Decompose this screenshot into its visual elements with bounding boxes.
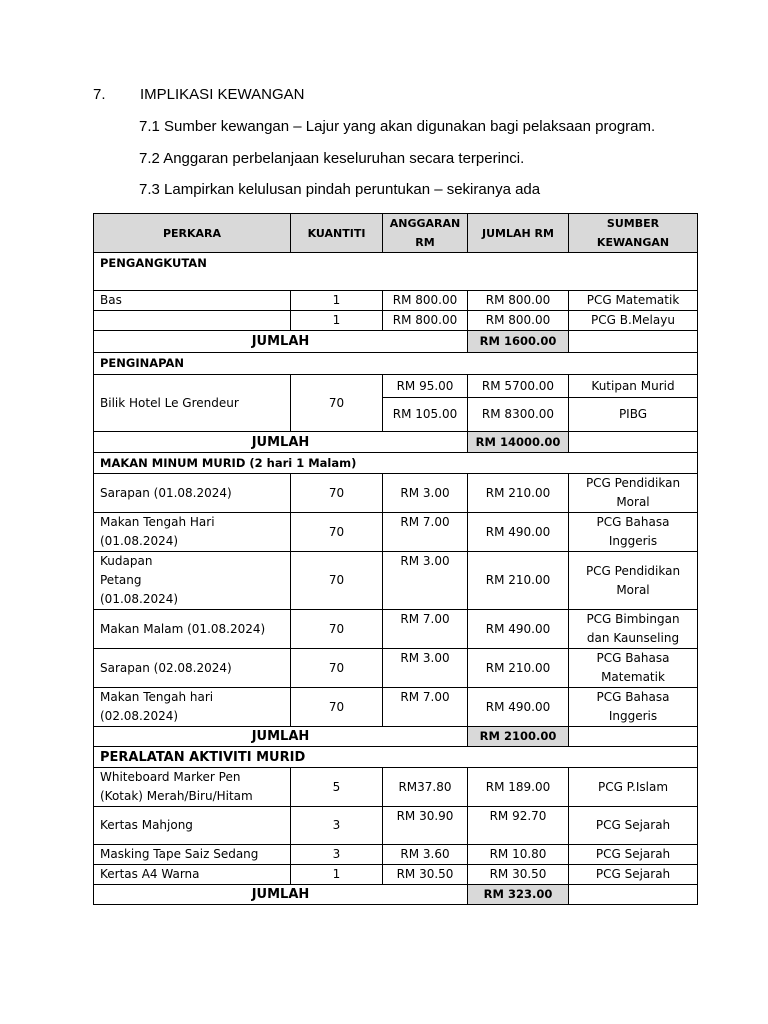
section-title: IMPLIKASI KEWANGAN xyxy=(140,86,305,103)
cell-anggaran: RM 105.00 xyxy=(383,398,468,432)
cell-anggaran: RM 3.00 xyxy=(383,649,468,688)
cell-perkara-text: Kudapan Petang (01.08.2024) xyxy=(100,554,179,606)
cell-empty xyxy=(569,331,698,353)
cell-jumlah: RM 30.50 xyxy=(468,865,569,885)
table-header-row xyxy=(94,214,698,253)
cell-jumlah: RM 8300.00 xyxy=(468,398,569,432)
cell-anggaran: RM 800.00 xyxy=(383,291,468,311)
cell-kuantiti: 70 xyxy=(291,649,383,688)
cell-sumber: PCG Matematik xyxy=(569,291,698,311)
cell-kuantiti: 1 xyxy=(291,311,383,331)
cell-jumlah: RM 490.00 xyxy=(468,513,569,552)
cell-perkara xyxy=(94,311,291,331)
table-row xyxy=(94,845,698,865)
section-heading xyxy=(93,86,304,103)
subpoint-7-2: 7.2 Anggaran perbelanjaan keseluruhan secara terperinci. xyxy=(139,150,525,167)
header-anggaran: ANGGARAN RM xyxy=(383,214,468,253)
cell-kuantiti: 70 xyxy=(291,552,383,610)
cell-jumlah: RM 210.00 xyxy=(468,649,569,688)
cell-perkara: Kertas Mahjong xyxy=(94,807,291,845)
section-row xyxy=(94,253,698,291)
cell-anggaran: RM37.80 xyxy=(383,768,468,807)
cell-perkara: Whiteboard Marker Pen (Kotak) Merah/Biru/Hitam xyxy=(94,768,291,807)
cell-jumlah: RM 800.00 xyxy=(468,291,569,311)
cell-sumber: PCG Sejarah xyxy=(569,845,698,865)
total-row xyxy=(94,331,698,353)
cell-anggaran: RM 800.00 xyxy=(383,311,468,331)
cell-sumber: PCG Pendidikan Moral xyxy=(569,552,698,610)
cell-sumber: PCG Bimbingan dan Kaunseling xyxy=(569,610,698,649)
cell-sumber: PCG Sejarah xyxy=(569,865,698,885)
subpoint-7-1: 7.1 Sumber kewangan – Lajur yang akan digunakan bagi pelaksaan program. xyxy=(139,118,656,135)
cell-anggaran: RM 3.60 xyxy=(383,845,468,865)
jumlah-label: JUMLAH xyxy=(94,331,468,353)
cell-perkara: Makan Malam (01.08.2024) xyxy=(94,610,291,649)
section-row xyxy=(94,453,698,474)
cell-anggaran: RM 7.00 xyxy=(383,688,468,727)
table-row xyxy=(94,688,698,727)
section-number: 7. xyxy=(93,86,106,103)
header-jumlah: JUMLAH RM xyxy=(468,214,569,253)
cell-perkara: Makan Tengah hari (02.08.2024) xyxy=(94,688,291,727)
cell-sumber: PCG Bahasa Inggeris xyxy=(569,688,698,727)
total-row xyxy=(94,885,698,905)
cell-sumber: PCG Sejarah xyxy=(569,807,698,845)
cell-empty xyxy=(569,432,698,453)
budget-table xyxy=(93,213,698,905)
cell-kuantiti: 3 xyxy=(291,807,383,845)
cell-perkara: Kertas A4 Warna xyxy=(94,865,291,885)
cell-anggaran: RM 7.00 xyxy=(383,610,468,649)
section-peralatan: PERALATAN AKTIVITI MURID xyxy=(94,747,698,768)
cell-sumber: PCG P.Islam xyxy=(569,768,698,807)
cell-anggaran: RM 30.50 xyxy=(383,865,468,885)
jumlah-label: JUMLAH xyxy=(94,885,468,905)
cell-jumlah: RM 189.00 xyxy=(468,768,569,807)
total-pengangkutan: RM 1600.00 xyxy=(468,331,569,353)
cell-sumber: Kutipan Murid xyxy=(569,375,698,398)
cell-perkara: Sarapan (02.08.2024) xyxy=(94,649,291,688)
table-row xyxy=(94,649,698,688)
cell-jumlah: RM 210.00 xyxy=(468,474,569,513)
subpoint-7-3: 7.3 Lampirkan kelulusan pindah peruntukan – sekiranya ada xyxy=(139,181,541,198)
section-makan-minum: MAKAN MINUM MURID (2 hari 1 Malam) xyxy=(94,453,698,474)
header-perkara: PERKARA xyxy=(94,214,291,253)
cell-jumlah: RM 800.00 xyxy=(468,311,569,331)
total-row xyxy=(94,727,698,747)
total-peralatan: RM 323.00 xyxy=(468,885,569,905)
cell-anggaran: RM 30.90 xyxy=(383,807,468,845)
cell-jumlah: RM 210.00 xyxy=(468,552,569,610)
section-penginapan: PENGINAPAN xyxy=(94,353,698,375)
cell-perkara: Makan Tengah Hari (01.08.2024) xyxy=(94,513,291,552)
cell-kuantiti: 70 xyxy=(291,688,383,727)
table-row xyxy=(94,610,698,649)
cell-kuantiti: 70 xyxy=(291,513,383,552)
cell-anggaran: RM 95.00 xyxy=(383,375,468,398)
table-row xyxy=(94,552,698,610)
cell-jumlah: RM 490.00 xyxy=(468,688,569,727)
cell-kuantiti: 70 xyxy=(291,375,383,432)
cell-sumber: PCG Bahasa Inggeris xyxy=(569,513,698,552)
table-row xyxy=(94,865,698,885)
jumlah-label: JUMLAH xyxy=(94,432,468,453)
cell-jumlah: RM 5700.00 xyxy=(468,375,569,398)
cell-sumber: PIBG xyxy=(569,398,698,432)
cell-perkara: Bas xyxy=(94,291,291,311)
table-row xyxy=(94,768,698,807)
header-sumber: SUMBER KEWANGAN xyxy=(569,214,698,253)
cell-kuantiti: 1 xyxy=(291,865,383,885)
cell-empty xyxy=(569,727,698,747)
total-row xyxy=(94,432,698,453)
cell-jumlah: RM 10.80 xyxy=(468,845,569,865)
jumlah-label: JUMLAH xyxy=(94,727,468,747)
cell-kuantiti: 70 xyxy=(291,474,383,513)
cell-anggaran: RM 3.00 xyxy=(383,552,468,610)
cell-perkara: Masking Tape Saiz Sedang xyxy=(94,845,291,865)
cell-kuantiti: 70 xyxy=(291,610,383,649)
table-row xyxy=(94,375,698,398)
cell-anggaran: RM 7.00 xyxy=(383,513,468,552)
cell-perkara: Sarapan (01.08.2024) xyxy=(94,474,291,513)
cell-jumlah: RM 92.70 xyxy=(468,807,569,845)
total-makan-minum: RM 2100.00 xyxy=(468,727,569,747)
cell-kuantiti: 3 xyxy=(291,845,383,865)
cell-kuantiti: 1 xyxy=(291,291,383,311)
cell-perkara: Bilik Hotel Le Grendeur xyxy=(94,375,291,432)
total-penginapan: RM 14000.00 xyxy=(468,432,569,453)
cell-sumber: PCG Bahasa Matematik xyxy=(569,649,698,688)
cell-empty xyxy=(569,885,698,905)
cell-anggaran: RM 3.00 xyxy=(383,474,468,513)
table-row xyxy=(94,474,698,513)
section-pengangkutan: PENGANGKUTAN xyxy=(94,253,698,291)
table-row xyxy=(94,291,698,311)
table-row xyxy=(94,311,698,331)
header-kuantiti: KUANTITI xyxy=(291,214,383,253)
cell-sumber: PCG B.Melayu xyxy=(569,311,698,331)
section-row xyxy=(94,353,698,375)
table-row xyxy=(94,513,698,552)
table-row xyxy=(94,807,698,845)
cell-sumber: PCG Pendidikan Moral xyxy=(569,474,698,513)
cell-jumlah: RM 490.00 xyxy=(468,610,569,649)
cell-kuantiti: 5 xyxy=(291,768,383,807)
cell-perkara xyxy=(94,552,291,610)
section-row xyxy=(94,747,698,768)
